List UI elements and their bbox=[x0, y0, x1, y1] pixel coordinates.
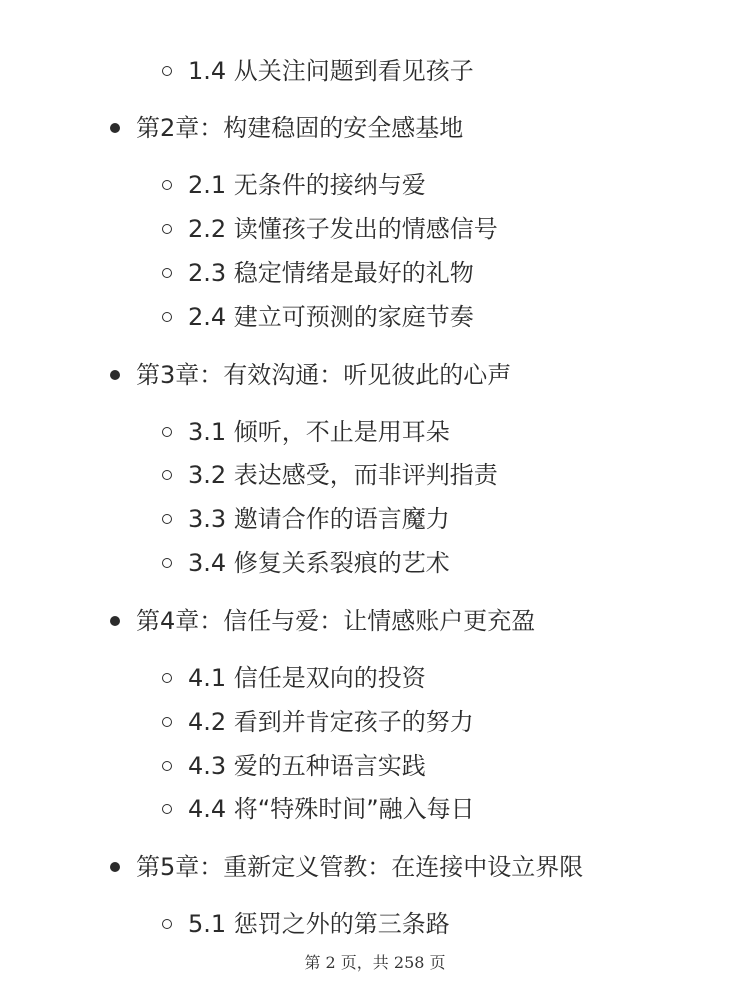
toc-section-2-3[interactable] bbox=[162, 251, 474, 295]
toc-item-label: 3.4 修复关系裂痕的艺术 bbox=[188, 549, 450, 577]
circle-bullet-icon bbox=[162, 180, 172, 190]
circle-bullet-icon bbox=[162, 558, 172, 568]
toc-chapter-3[interactable] bbox=[110, 353, 511, 397]
circle-bullet-icon bbox=[162, 66, 172, 76]
toc-section-4-1[interactable] bbox=[162, 656, 426, 700]
circle-bullet-icon bbox=[162, 470, 172, 480]
toc-item-label: 第2章：构建稳固的安全感基地 bbox=[136, 114, 464, 142]
circle-bullet-icon bbox=[162, 804, 172, 814]
toc-chapter-5[interactable] bbox=[110, 845, 583, 889]
toc-item-label: 2.1 无条件的接纳与爱 bbox=[188, 171, 426, 199]
toc-item-label: 3.2 表达感受，而非评判指责 bbox=[188, 461, 498, 489]
toc-section-3-4[interactable] bbox=[162, 541, 450, 585]
toc-item-label: 3.1 倾听，不止是用耳朵 bbox=[188, 418, 450, 446]
toc-item-label: 第4章：信任与爱：让情感账户更充盈 bbox=[136, 607, 536, 635]
toc-item-label: 5.1 惩罚之外的第三条路 bbox=[188, 910, 450, 938]
disc-bullet-icon bbox=[110, 370, 120, 380]
circle-bullet-icon bbox=[162, 514, 172, 524]
toc-section-3-2[interactable] bbox=[162, 453, 498, 497]
toc-section-2-4[interactable] bbox=[162, 295, 474, 339]
toc-item-label: 4.4 将“特殊时间”融入每日 bbox=[188, 795, 475, 823]
toc-section-3-1[interactable] bbox=[162, 410, 450, 454]
toc-item-label: 4.2 看到并肯定孩子的努力 bbox=[188, 708, 474, 736]
toc-item-label: 2.3 稳定情绪是最好的礼物 bbox=[188, 259, 474, 287]
disc-bullet-icon bbox=[110, 123, 120, 133]
toc-section-4-3[interactable] bbox=[162, 744, 426, 788]
toc-item-label: 2.4 建立可预测的家庭节奏 bbox=[188, 303, 474, 331]
disc-bullet-icon bbox=[110, 616, 120, 626]
toc-item-label: 第3章：有效沟通：听见彼此的心声 bbox=[136, 361, 512, 389]
toc-item-label: 3.3 邀请合作的语言魔力 bbox=[188, 505, 450, 533]
toc-section-4-2[interactable] bbox=[162, 700, 474, 744]
toc-item-label: 第5章：重新定义管教：在连接中设立界限 bbox=[136, 853, 584, 881]
toc-section-2-1[interactable] bbox=[162, 163, 426, 207]
toc-item-label: 2.2 读懂孩子发出的情感信号 bbox=[188, 215, 498, 243]
circle-bullet-icon bbox=[162, 312, 172, 322]
toc-chapter-2[interactable] bbox=[110, 106, 463, 150]
circle-bullet-icon bbox=[162, 919, 172, 929]
circle-bullet-icon bbox=[162, 224, 172, 234]
toc-item-label: 1.4 从关注问题到看见孩子 bbox=[188, 57, 474, 85]
toc-section-1-4[interactable] bbox=[162, 49, 474, 93]
toc-item-label: 4.1 信任是双向的投资 bbox=[188, 664, 426, 692]
disc-bullet-icon bbox=[110, 862, 120, 872]
circle-bullet-icon bbox=[162, 717, 172, 727]
toc-section-3-3[interactable] bbox=[162, 497, 450, 541]
toc-item-label: 4.3 爱的五种语言实践 bbox=[188, 752, 426, 780]
circle-bullet-icon bbox=[162, 427, 172, 437]
toc-chapter-4[interactable] bbox=[110, 599, 535, 643]
circle-bullet-icon bbox=[162, 268, 172, 278]
toc-section-4-4[interactable] bbox=[162, 787, 475, 831]
circle-bullet-icon bbox=[162, 761, 172, 771]
page-number-footer: 第 2 页，共 258 页 bbox=[304, 953, 446, 972]
circle-bullet-icon bbox=[162, 673, 172, 683]
toc-section-5-1[interactable] bbox=[162, 902, 450, 946]
toc-section-2-2[interactable] bbox=[162, 207, 498, 251]
